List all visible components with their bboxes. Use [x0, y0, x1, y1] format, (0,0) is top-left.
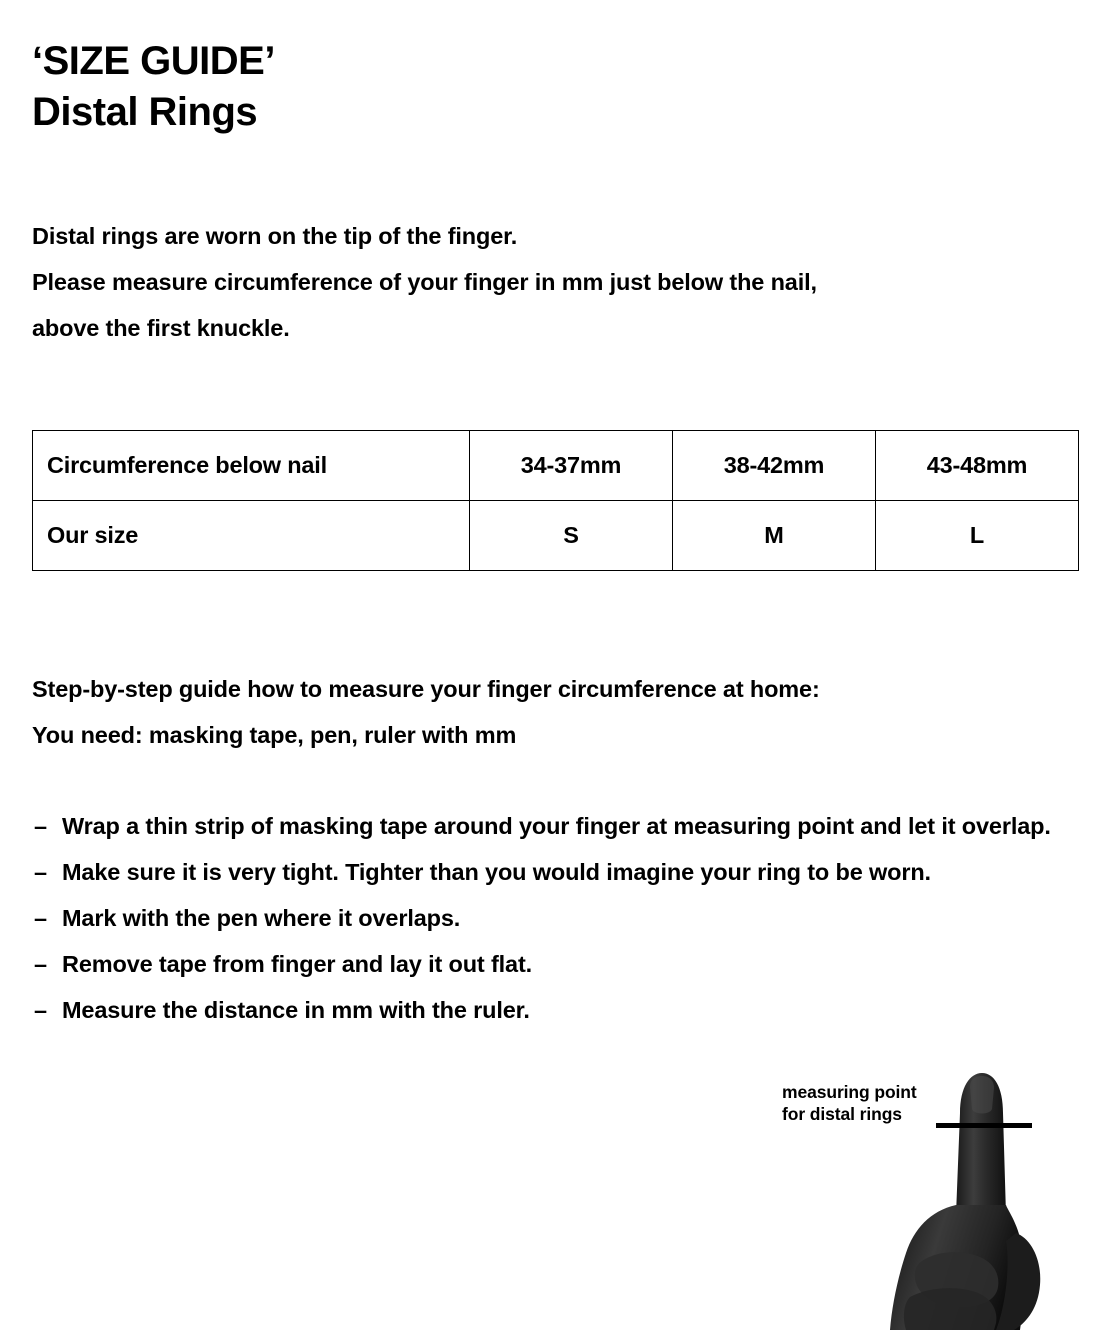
guide-steps	[32, 804, 1080, 1033]
intro-text	[32, 214, 1080, 351]
list-item	[32, 988, 1080, 1034]
caption-line-1: measuring point	[782, 1082, 917, 1102]
list-item	[32, 896, 1080, 942]
pointing-hand-icon	[810, 1065, 1110, 1330]
list-item-text: Wrap a thin strip of masking tape around your finger at measuring point and let it overlap.	[62, 813, 1051, 840]
table-cell-size-l: L	[876, 500, 1079, 570]
guide-heading: Step-by-step guide how to measure your finger circumference at home:	[32, 675, 820, 702]
list-item-text: Make sure it is very tight. Tighter than you would imagine your ring to be worn.	[62, 859, 931, 886]
title-line-2: Distal Rings	[32, 90, 258, 135]
table-row-label: Our size	[33, 500, 470, 570]
table-cell-size-s: S	[470, 500, 673, 570]
intro-line-2: Please measure circumference of your finger in mm just below the nail,	[32, 269, 817, 296]
bullet-dash: –	[34, 859, 47, 886]
size-table	[32, 430, 1079, 571]
bullet-dash: –	[34, 813, 47, 840]
guide-materials: You need: masking tape, pen, ruler with mm	[32, 721, 517, 748]
list-item	[32, 942, 1080, 988]
measuring-illustration	[782, 1060, 1120, 1330]
table-cell-circumference-s: 34-37mm	[470, 430, 673, 500]
intro-line-3: above the first knuckle.	[32, 315, 290, 341]
caption-line-2: for distal rings	[782, 1103, 902, 1124]
title-line-1: ‘SIZE GUIDE’	[32, 39, 275, 83]
table-row	[33, 430, 1079, 500]
table-cell-size-m: M	[673, 500, 876, 570]
table-cell-circumference-m: 38-42mm	[673, 430, 876, 500]
table-cell-circumference-l: 43-48mm	[876, 430, 1079, 500]
list-item-text: Mark with the pen where it overlaps.	[62, 905, 461, 932]
bullet-dash: –	[34, 996, 47, 1023]
page-title	[32, 36, 1080, 138]
list-item-text: Measure the distance in mm with the ruler.	[62, 996, 530, 1023]
measuring-line	[936, 1123, 1032, 1128]
table-row-label: Circumference below nail	[33, 430, 470, 500]
intro-line-1: Distal rings are worn on the tip of the finger.	[32, 223, 518, 250]
list-item-text: Remove tape from finger and lay it out flat.	[62, 950, 532, 977]
bullet-dash: –	[34, 905, 47, 932]
list-item	[32, 850, 1080, 896]
list-item	[32, 804, 1080, 850]
bullet-dash: –	[34, 950, 47, 977]
table-row	[33, 500, 1079, 570]
guide-intro	[32, 667, 1080, 759]
